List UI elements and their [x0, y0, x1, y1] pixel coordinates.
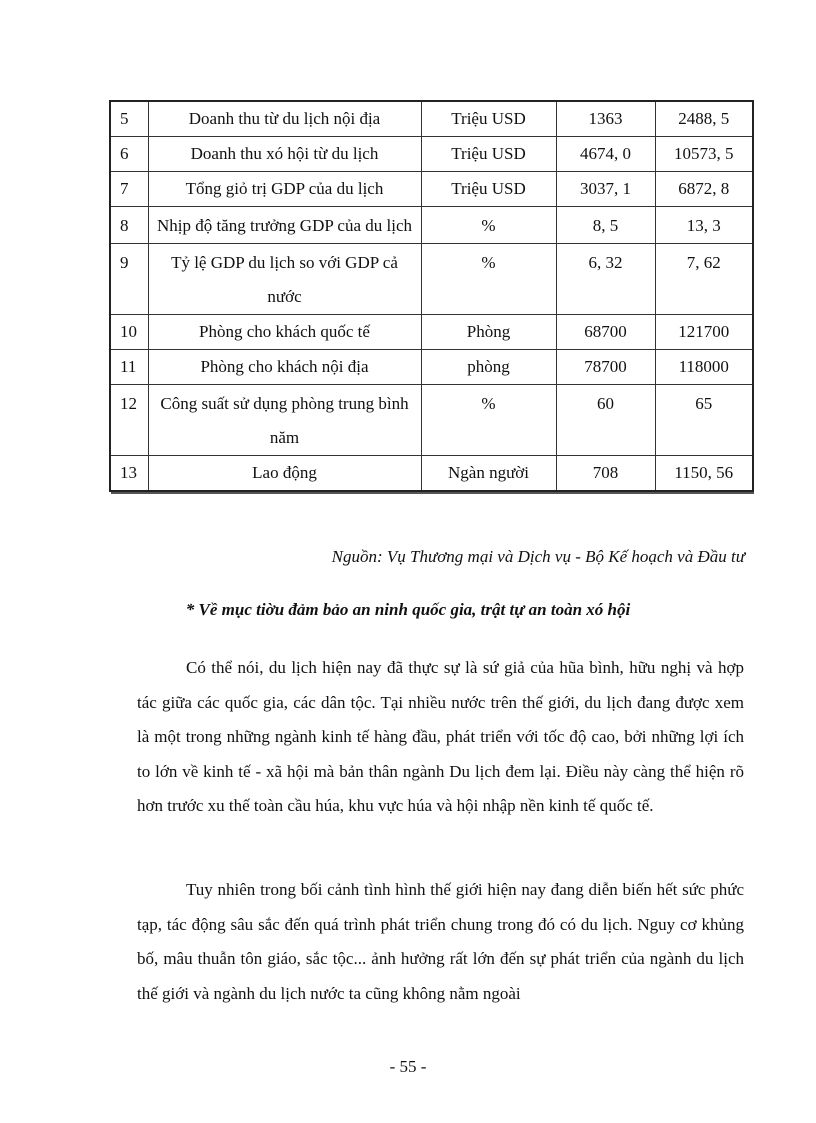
value-1: 68700 [556, 315, 655, 350]
value-1: 8, 5 [556, 207, 655, 244]
table-row [110, 244, 753, 315]
table-row [110, 350, 753, 385]
row-index: 13 [110, 456, 148, 492]
value-1: 4674, 0 [556, 137, 655, 172]
value-1: 60 [556, 385, 655, 456]
row-index: 8 [110, 207, 148, 244]
row-index: 11 [110, 350, 148, 385]
indicator-name: Tổng giỏ trị GDP của du lịch [148, 172, 421, 207]
table-row [110, 315, 753, 350]
value-1: 6, 32 [556, 244, 655, 315]
row-index: 12 [110, 385, 148, 456]
value-1: 78700 [556, 350, 655, 385]
unit: phòng [421, 350, 556, 385]
indicator-name: Phòng cho khách quốc tế [148, 315, 421, 350]
paragraph-2: Tuy nhiên trong bối cảnh tình hình thế giới hiện nay đang diễn biến hết sức phức tạp, tác động sâu sắc đến quá trình phát triển chung trong đó có du lịch. Nguy cơ khủng bố, mâu thuẫn tôn giáo, sắc tộc... ảnh hưởng rất lớn đến sự phát triển của ngành du lịch thế giới và ngành du lịch nước ta cũng không nằm ngoài [137, 880, 744, 1003]
table-row [110, 385, 753, 456]
indicator-name: Phòng cho khách nội địa [148, 350, 421, 385]
indicator-name: Nhịp độ tăng trưởng GDP của du lịch [148, 207, 421, 244]
paragraph-1: Có thể nói, du lịch hiện nay đã thực sự là sứ giả của hũa bình, hữu nghị và hợp tác giữa các quốc gia, các dân tộc. Tại nhiều nước trên thế giới, du lịch đang được xem là một trong những ngành kinh tế hàng đầu, phát triển với tốc độ cao, bởi những lợi ích to lớn về kinh tế - xã hội mà bản thân ngành Du lịch đem lại. Điều này càng thể hiện rõ hơn trước xu thế toàn cầu húa, khu vực húa và hội nhập nền kinh tế quốc tế. [137, 658, 744, 815]
page-number: - 55 - [389, 1057, 427, 1076]
value-2: 7, 62 [655, 244, 753, 315]
value-2: 118000 [655, 350, 753, 385]
indicator-name: Lao động [148, 456, 421, 492]
value-2: 1150, 56 [655, 456, 753, 492]
indicator-name: Tỷ lệ GDP du lịch so với GDP cả nước [148, 244, 421, 315]
unit: Triệu USD [421, 101, 556, 137]
unit: Phòng [421, 315, 556, 350]
table-row [110, 172, 753, 207]
indicator-name: Doanh thu từ du lịch nội địa [148, 101, 421, 137]
value-2: 10573, 5 [655, 137, 753, 172]
row-index: 6 [110, 137, 148, 172]
value-1: 3037, 1 [556, 172, 655, 207]
value-2: 65 [655, 385, 753, 456]
statistics-table-wrapper [109, 100, 752, 492]
row-index: 10 [110, 315, 148, 350]
value-2: 2488, 5 [655, 101, 753, 137]
value-1: 708 [556, 456, 655, 492]
table-row [110, 137, 753, 172]
unit: Triệu USD [421, 172, 556, 207]
unit: % [421, 244, 556, 315]
indicator-name: Công suất sử dụng phòng trung bình năm [148, 385, 421, 456]
value-1: 1363 [556, 101, 655, 137]
source-citation: Nguồn: Vụ Thương mại và Dịch vụ - Bộ Kế hoạch và Đầu tư [331, 547, 745, 566]
value-2: 13, 3 [655, 207, 753, 244]
row-index: 5 [110, 101, 148, 137]
table-row [110, 456, 753, 492]
row-index: 7 [110, 172, 148, 207]
indicator-name: Doanh thu xó hội từ du lịch [148, 137, 421, 172]
table-row [110, 207, 753, 244]
section-heading: * Về mục tiờu đảm bảo an ninh quốc gia, trật tự an toàn xó hội [185, 600, 631, 619]
table-row [110, 101, 753, 137]
row-index: 9 [110, 244, 148, 315]
statistics-table [109, 100, 754, 492]
unit: % [421, 207, 556, 244]
value-2: 121700 [655, 315, 753, 350]
unit: Ngàn người [421, 456, 556, 492]
value-2: 6872, 8 [655, 172, 753, 207]
unit: Triệu USD [421, 137, 556, 172]
unit: % [421, 385, 556, 456]
